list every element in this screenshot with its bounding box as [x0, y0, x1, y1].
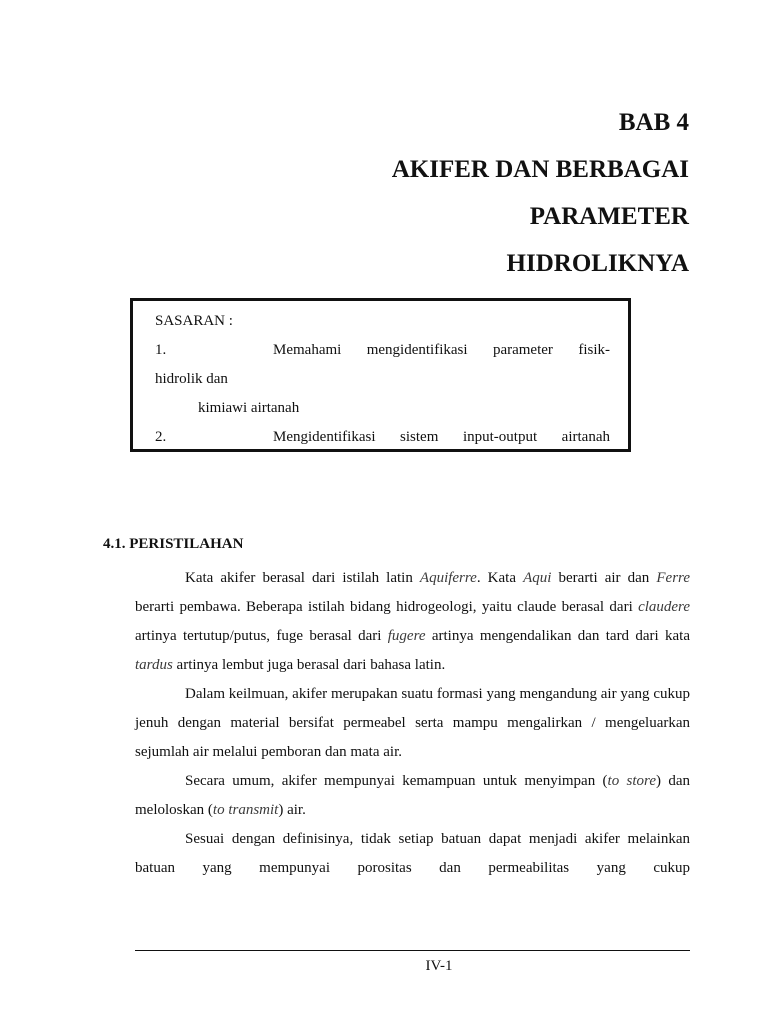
objective-number: 2. [155, 429, 167, 445]
objective-number: 1. [155, 342, 167, 358]
page-number: IV-1 [425, 958, 453, 974]
paragraph [135, 564, 690, 680]
section-title: 4.1. PERISTILAHAN [103, 536, 244, 552]
text-run: artinya lembut juga berasal dari bahasa latin. [172, 657, 446, 673]
page-number-row [0, 956, 768, 976]
text-run: berarti air dan [551, 570, 657, 586]
objectives-label: SASARAN : [155, 313, 233, 329]
chapter-title-line: AKIFER DAN BERBAGAI [391, 156, 689, 183]
latin-term: Aqui [523, 570, 552, 586]
text-run: Kata akifer berasal dari istilah latin [185, 570, 420, 586]
text-run: berarti pembawa. Beberapa istilah bidang hidrogeologi, yaitu claude berasal dari [135, 599, 639, 615]
text-run: ) dan meloloskan ( [135, 773, 690, 818]
objectives-box [130, 298, 631, 452]
chapter-heading [392, 99, 689, 287]
section-body [135, 564, 690, 883]
objective-item-1-continuation [155, 365, 610, 394]
latin-term: claudere [638, 599, 690, 615]
objective-item-1 [155, 336, 610, 365]
paragraph: Sesuai dengan definisinya, tidak setiap batuan dapat menjadi akifer melainkan batuan yang mempunyai porositas dan permeabilitas yang cukup [135, 831, 690, 876]
objective-text-continuation: hidrolik dan [155, 371, 228, 387]
paragraph [135, 767, 690, 825]
text-run: . Kata [476, 570, 524, 586]
paragraph: Dalam keilmuan, akifer merupakan suatu formasi yang mengandung air yang cukup jenuh dengan material bersifat permeabel serta mampu mengalirkan / mengeluarkan sejumlah air melalui pemboran dan mata air. [135, 686, 690, 760]
chapter-title-line: PARAMETER [529, 203, 689, 230]
objective-item-2 [155, 423, 610, 452]
english-term: to store [607, 773, 656, 789]
objective-text-indent: kimiawi airtanah [198, 400, 300, 416]
objective-text: Mengidentifikasi sistem input-output airtanah [273, 429, 610, 445]
objectives-label-row [155, 307, 610, 336]
text-run: artinya mengendalikan dan tard dari kata [425, 628, 691, 644]
text-run: Secara umum, akifer mempunyai kemampuan untuk menyimpan ( [185, 773, 608, 789]
latin-term: Ferre [656, 570, 690, 586]
latin-term: fugere [387, 628, 426, 644]
chapter-number: BAB 4 [618, 109, 689, 136]
text-run: artinya tertutup/putus, fuge berasal dari [135, 628, 388, 644]
chapter-title-line: HIDROLIKNYA [506, 250, 689, 277]
english-term: to transmit [212, 802, 279, 818]
objective-text: Memahami mengidentifikasi parameter fisik- [273, 342, 610, 358]
latin-term: tardus [135, 657, 173, 673]
latin-term: Aquiferre [419, 570, 477, 586]
text-run: ) air. [278, 802, 306, 818]
footer-divider [135, 950, 690, 951]
objective-item-1-indent [155, 394, 610, 423]
